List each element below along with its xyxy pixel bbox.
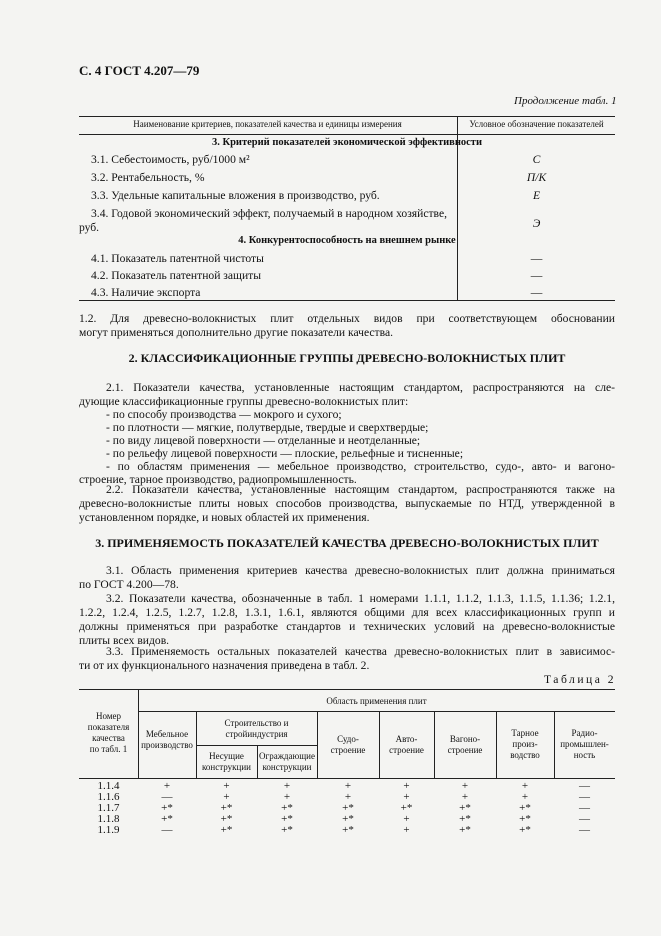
- table2-row-number: 1.1.9: [97, 824, 120, 836]
- table2-cell: +*: [220, 802, 233, 814]
- table1-row-name: 4.2. Показатель патентной защиты: [91, 269, 262, 282]
- table2-area-underline: [138, 711, 615, 712]
- table2-cell: +: [223, 791, 230, 803]
- table2-cell: —: [579, 791, 590, 803]
- table1-row-name: 3.3. Удельные капитальные вложения в производство, руб.: [91, 189, 380, 202]
- paragraph-3-2-line: плиты всех видов.: [79, 634, 170, 647]
- table2-cell: +: [283, 791, 291, 803]
- table2-cell: +: [461, 780, 469, 792]
- table1-row-symbol: Э: [532, 217, 541, 230]
- table2-header-construction: Строительство и стройиндустрия: [224, 718, 289, 739]
- table2-cell: +*: [281, 802, 293, 814]
- table2-cell: —: [161, 824, 173, 836]
- table2-header-number: Номер показателя качества по табл. 1: [87, 711, 130, 754]
- paragraph-3-1-line: 3.1. Область применения критериев качества древесно-волокнистых плит должна приниматься: [106, 564, 615, 577]
- table2-top-border: [79, 689, 615, 690]
- paragraph-1-2-line: 1.2. Для древесно-волокнистых плит отдельных видов при соответствующем обосновании: [79, 312, 615, 325]
- table2-row-number: 1.1.4: [97, 780, 120, 792]
- table1-row-symbol: —: [530, 252, 543, 265]
- table2-cell: +: [521, 791, 529, 803]
- table1-row-name-continuation: руб.: [79, 221, 100, 234]
- table1-row-symbol: П/К: [526, 171, 547, 184]
- table2-cell: +*: [220, 824, 233, 836]
- table2-row-number: 1.1.7: [97, 802, 120, 814]
- table2-cell: +: [403, 791, 410, 803]
- list-item: - по виду лицевой поверхности — отделанные и неотделанные;: [106, 434, 421, 447]
- paragraph-2-2-line: древесно-волокнистые плиты новых способов производства, выпускаемые по НТД, утвержденной в: [79, 497, 615, 510]
- list-item-continuation: строение, тарное производство, радиопромышленность.: [79, 473, 357, 486]
- list-item: - по плотности — мягкие, полутвердые, твердые и сверхтвердые;: [106, 421, 429, 434]
- table2-cell: +*: [519, 824, 531, 836]
- table2-cell: —: [161, 791, 173, 803]
- list-item: - по способу производства — мокрого и сухого;: [106, 408, 342, 421]
- table2-cell: +*: [459, 824, 471, 836]
- table1-row-symbol: Е: [532, 189, 541, 202]
- table2-cell: +: [223, 780, 230, 792]
- table2-header-wagon: Вагоно- строение: [447, 734, 483, 755]
- table2-header-ship: Судо- строение: [330, 734, 366, 755]
- table2-cell: +: [283, 780, 291, 792]
- table1-section4-title: 4. Конкурентоспособность на внешнем рынке: [238, 235, 456, 246]
- table2-cell: +: [521, 780, 529, 792]
- table2-cell: +*: [400, 802, 413, 814]
- table2-cell: +: [163, 780, 171, 792]
- table1-col-header-name: Наименование критериев, показателей качества и единицы измерения: [133, 119, 402, 129]
- table2-caption: Таблица 2: [544, 673, 617, 686]
- page-reference: С. 4 ГОСТ 4.207—79: [79, 63, 200, 78]
- table2-cell: +*: [342, 824, 354, 836]
- table2-cell: +*: [220, 813, 233, 825]
- table2-header-bearing: Несущие конструкции: [202, 751, 251, 772]
- section3-heading: 3. ПРИМЕНЯЕМОСТЬ ПОКАЗАТЕЛЕЙ КАЧЕСТВА ДРЕВЕСНО-ВОЛОКНИСТЫХ ПЛИТ: [95, 536, 599, 550]
- table2-header-auto: Авто- строение: [389, 734, 424, 755]
- table2-cell: +*: [161, 802, 173, 814]
- table2-cell: +*: [519, 802, 531, 814]
- table2-cell: —: [579, 813, 590, 825]
- list-item: - по областям применения — мебельное производство, строительство, судо-, авто- и вагоно-: [106, 460, 615, 473]
- paragraph-3-2-line: должны применяться при разработке стандартов и технических условий на древесно-волокнистые: [79, 620, 615, 633]
- table1-top-border: [79, 116, 615, 117]
- table2-row-number: 1.1.6: [97, 791, 120, 803]
- table2-cell: +: [344, 791, 352, 803]
- table1-bottom-border: [79, 300, 615, 301]
- paragraph-3-3-line: ти от их функционального назначения приведена в табл. 2.: [79, 659, 370, 672]
- table2-cell: +: [461, 791, 469, 803]
- table1-section3-title: 3. Критерий показателей экономической эффективности: [211, 137, 483, 148]
- table1-row-name: 4.3. Наличие экспорта: [91, 286, 201, 299]
- paragraph-3-2-line: 3.2. Показатели качества, обозначенные в табл. 1 номерами 1.1.1, 1.1.2, 1.1.3, 1.1.5, 1.1.36; 1.2.1,: [106, 592, 615, 605]
- table2-cell: +: [403, 813, 410, 825]
- paragraph-2-2-line: установленном порядке, и новых областей их применения.: [79, 511, 370, 524]
- table2-header-furniture: Мебельное производство: [141, 729, 193, 750]
- table2-header-radio: Радио- промышлен- ность: [560, 728, 609, 760]
- table2-header-area: Область применения плит: [326, 696, 427, 706]
- table2-row-number: 1.1.8: [97, 813, 120, 825]
- table2-cell: +*: [161, 813, 173, 825]
- table2-header-border: [79, 778, 615, 779]
- paragraph-2-2-line: 2.2. Показатели качества, установленные настоящим стандартом, распространяются также на: [106, 483, 615, 496]
- table1-row-name: 4.1. Показатель патентной чистоты: [91, 252, 264, 265]
- table2-cell: +*: [459, 813, 471, 825]
- paragraph-3-3-line: 3.3. Применяемость остальных показателей качества древесно-волокнистых плит в зависимос-: [106, 645, 615, 658]
- table2-cell: +: [403, 780, 410, 792]
- table1-row-name: 3.4. Годовой экономический эффект, получаемый в народном хозяйстве,: [91, 207, 448, 220]
- table1-row-name: 3.2. Рентабельность, %: [91, 171, 205, 184]
- table1-col-header-symbol: Условное обозначение показателей: [469, 119, 604, 129]
- table2-cell: +: [344, 780, 352, 792]
- paragraph-2-1-line: 2.1. Показатели качества, установленные настоящим стандартом, распространяются на сле-: [106, 381, 615, 394]
- table2-cell: —: [579, 802, 590, 814]
- table2-cell: +*: [281, 813, 293, 825]
- section2-heading: 2. КЛАССИФИКАЦИОННЫЕ ГРУППЫ ДРЕВЕСНО-ВОЛОКНИСТЫХ ПЛИТ: [128, 351, 566, 365]
- paragraph-1-2-line: могут применяться дополнительно другие показатели качества.: [79, 326, 393, 339]
- table2-cell: +*: [342, 813, 354, 825]
- paragraph-2-1-line: дующие классификационные группы древесно-волокнистых плит:: [79, 395, 409, 408]
- table1-row-symbol: С: [532, 153, 541, 166]
- table2-header-enclosing: Ограждающие конструкции: [259, 751, 315, 772]
- table1-header-border: [79, 134, 615, 135]
- table2-cell: —: [579, 780, 590, 792]
- table2-cell: +*: [281, 824, 293, 836]
- table2-cell: +*: [342, 802, 354, 814]
- table2-cell: —: [579, 824, 590, 836]
- table-continuation-label: Продолжение табл. 1: [514, 95, 617, 107]
- table2-cell: +*: [459, 802, 471, 814]
- table1-row-symbol: —: [530, 269, 543, 282]
- table2-header-tare: Тарное произ- водство: [510, 728, 540, 760]
- paragraph-3-1-line: по ГОСТ 4.200—78.: [79, 578, 179, 591]
- list-item: - по рельефу лицевой поверхности — плоские, рельефные и тисненные;: [106, 447, 464, 460]
- table2-cell: +: [403, 824, 410, 836]
- table1-row-symbol: —: [530, 286, 543, 299]
- table1-row-name: 3.1. Себестоимость, руб/1000 м²: [91, 153, 250, 166]
- table2-cell: +*: [519, 813, 531, 825]
- paragraph-3-2-line: 1.2.2, 1.2.4, 1.2.5, 1.2.7, 1.2.8, 1.3.1, 1.6.1, являются общими для всех классификационных групп и: [79, 606, 615, 619]
